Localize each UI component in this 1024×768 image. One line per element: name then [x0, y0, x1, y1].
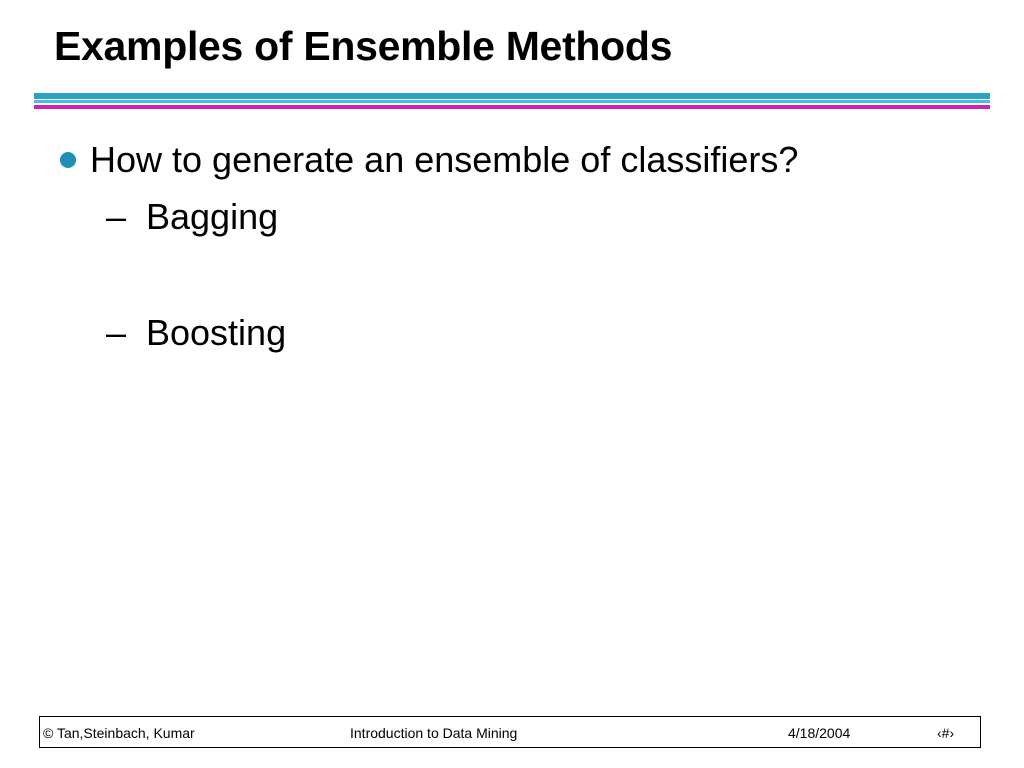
sub-bullet-label: Bagging — [146, 196, 279, 237]
footer-date: 4/18/2004 — [788, 725, 851, 741]
footer-authors: © Tan,Steinbach, Kumar — [43, 725, 195, 741]
sub-bullet-bagging — [106, 195, 278, 239]
footer-course-title: Introduction to Data Mining — [350, 725, 518, 741]
title-underline-top — [34, 93, 990, 99]
footer-page-number: ‹#› — [937, 725, 955, 741]
title-underline-bottom — [34, 105, 990, 109]
slide-title: Examples of Ensemble Methods — [54, 23, 673, 69]
bullet-dot-icon — [60, 152, 76, 168]
title-underline-middle — [34, 100, 990, 103]
bullet-text: How to generate an ensemble of classifiers? — [90, 139, 799, 180]
dash-marker: – — [106, 196, 127, 237]
slide-footer — [39, 716, 981, 748]
bullet-item-main — [60, 138, 798, 182]
dash-marker: – — [106, 312, 127, 353]
sub-bullet-boosting — [106, 311, 286, 355]
sub-bullet-label: Boosting — [146, 312, 287, 353]
